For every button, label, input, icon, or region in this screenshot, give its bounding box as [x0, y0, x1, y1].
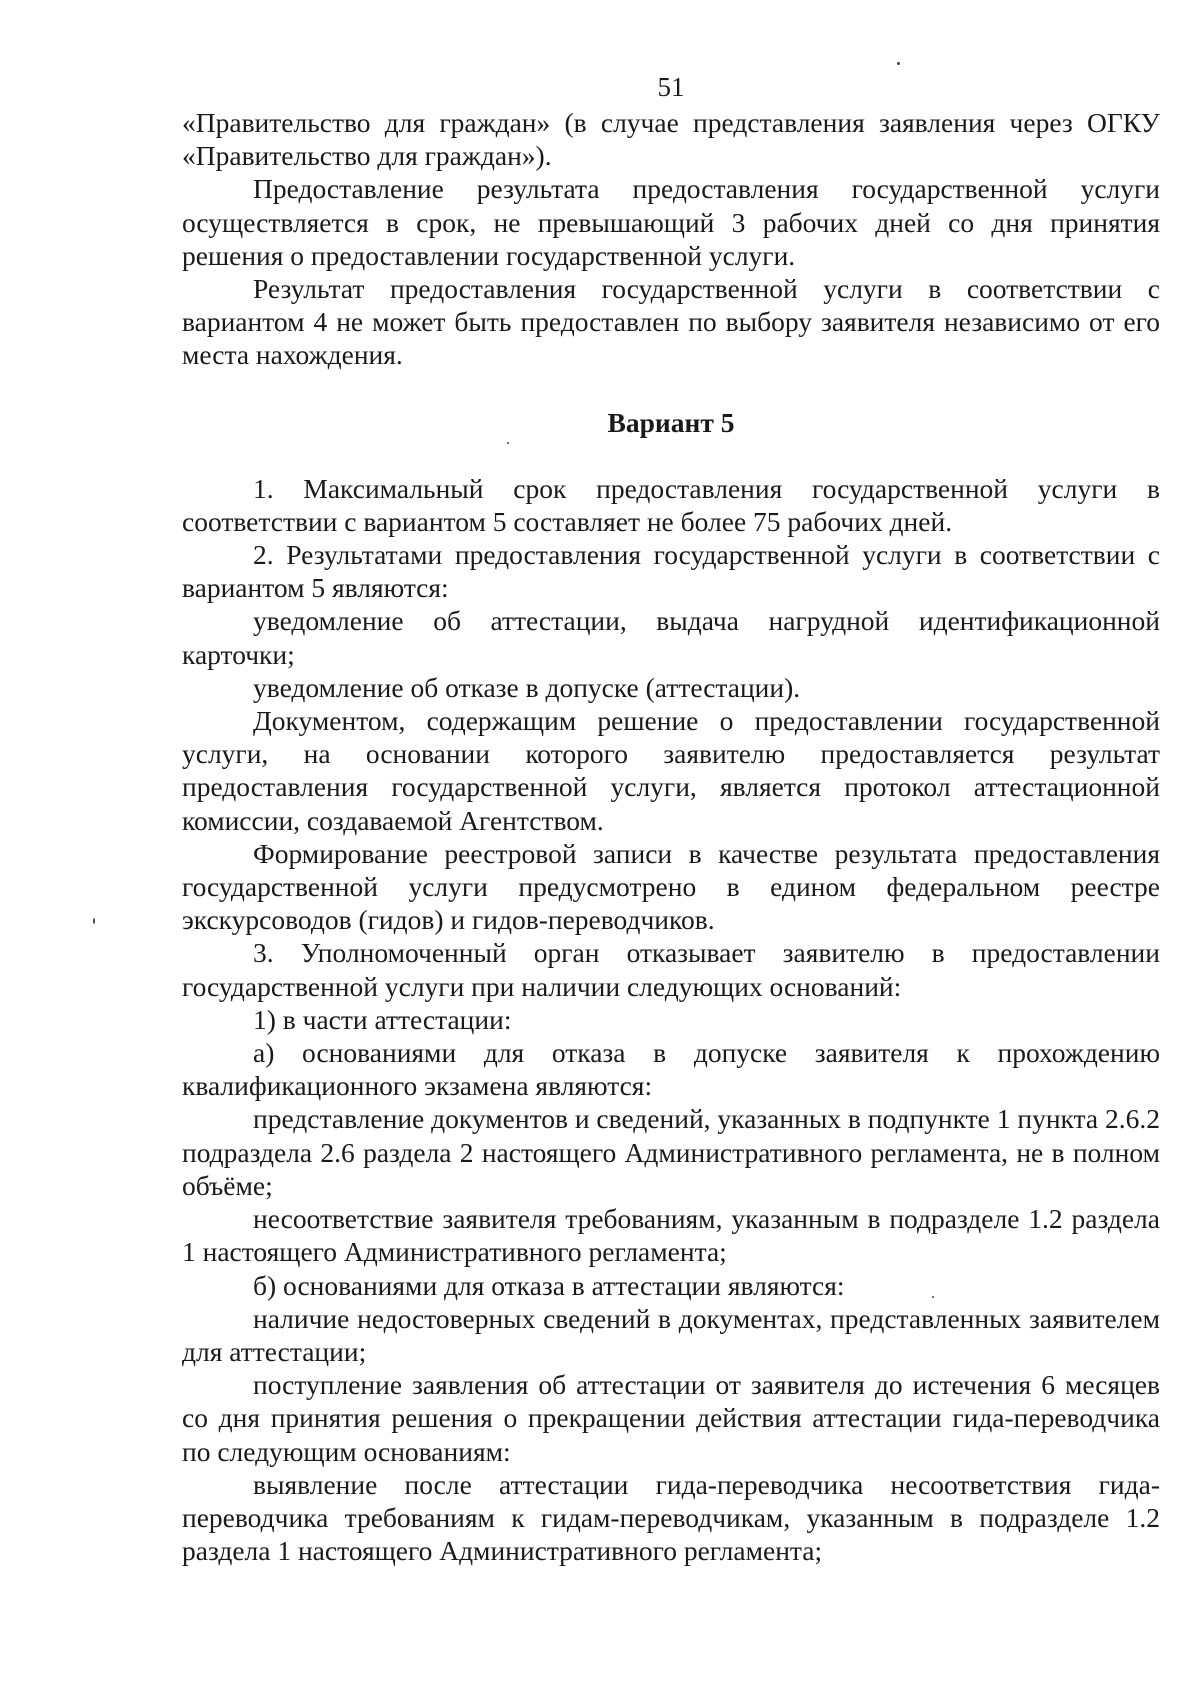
paragraph: уведомление об аттестации, выдача нагрудной идентификационной карточки; — [182, 605, 1160, 670]
paragraph: Документом, содержащим решение о предоставлении государственной услуги, на основании которого заявителю предоставляется результат предоставления государственной услуги, является протокол аттестационной комиссии, создаваемой Агентством. — [182, 705, 1160, 836]
paragraph: 2. Результатами предоставления государственной услуги в соответствии с вариантом 5 являются: — [182, 539, 1160, 604]
paragraph: «Правительство для граждан» (в случае представления заявления через ОГКУ «Правительство для граждан»). — [182, 107, 1160, 172]
paragraph: наличие недостоверных сведений в документах, представленных заявителем для аттестации; — [182, 1302, 1160, 1367]
paragraph: Результат предоставления государственной услуги в соответствии с вариантом 4 не может быть предоставлен по выбору заявителя независимо от его места нахождения. — [182, 273, 1160, 371]
paragraph: 1. Максимальный срок предоставления государственной услуги в соответствии с вариантом 5 составляет не более 75 рабочих дней. — [182, 472, 1160, 537]
page-number: 51 — [657, 72, 685, 102]
paragraph: несоответствие заявителя требованиям, указанным в подразделе 1.2 раздела 1 настоящего Административного регламента; — [182, 1203, 1160, 1268]
paragraph: поступление заявления об аттестации от заявителя до истечения 6 месяцев со дня принятия решения о прекращении действия аттестации гида-переводчика по следующим основаниям: — [182, 1369, 1160, 1467]
paragraph: уведомление об отказе в допуске (аттестации). — [253, 671, 801, 703]
section-heading: Вариант 5 — [607, 406, 735, 438]
document-page — [182, 70, 1160, 1567]
scan-speck — [897, 62, 900, 65]
paragraph: выявление после аттестации гида-переводчика несоответствия гида-переводчика требованиям к гидам-переводчикам, указанным в подразделе 1.2 раздела 1 настоящего Административного регламента; — [182, 1468, 1160, 1567]
paragraph: 3. Уполномоченный орган отказывает заявителю в предоставлении государственной услуги при наличии следующих оснований: — [182, 937, 1160, 1002]
scan-speck — [507, 442, 509, 444]
paragraph: а) основаниями для отказа в допуске заявителя к прохождению квалификационного экзамена являются: — [182, 1037, 1160, 1102]
paragraph: б) основаниями для отказа в аттестации являются: — [253, 1269, 845, 1301]
paragraph: Формирование реестровой записи в качестве результата предоставления государственной услуги предусмотрено в едином федеральном реестре экскурсоводов (гидов) и гидов-переводчиков. — [182, 837, 1160, 936]
paragraph: представление документов и сведений, указанных в подпункте 1 пункта 2.6.2 подраздела 2.6 раздела 2 настоящего Административного регламента, не в полном объёме; — [182, 1103, 1160, 1201]
paragraph: Предоставление результата предоставления государственной услуги осуществляется в срок, не превышающий 3 рабочих дней со дня принятия решения о предоставлении государственной услуги. — [182, 173, 1160, 271]
scan-speck — [93, 918, 95, 924]
scan-speck — [932, 1296, 934, 1298]
paragraph: 1) в части аттестации: — [253, 1003, 512, 1035]
